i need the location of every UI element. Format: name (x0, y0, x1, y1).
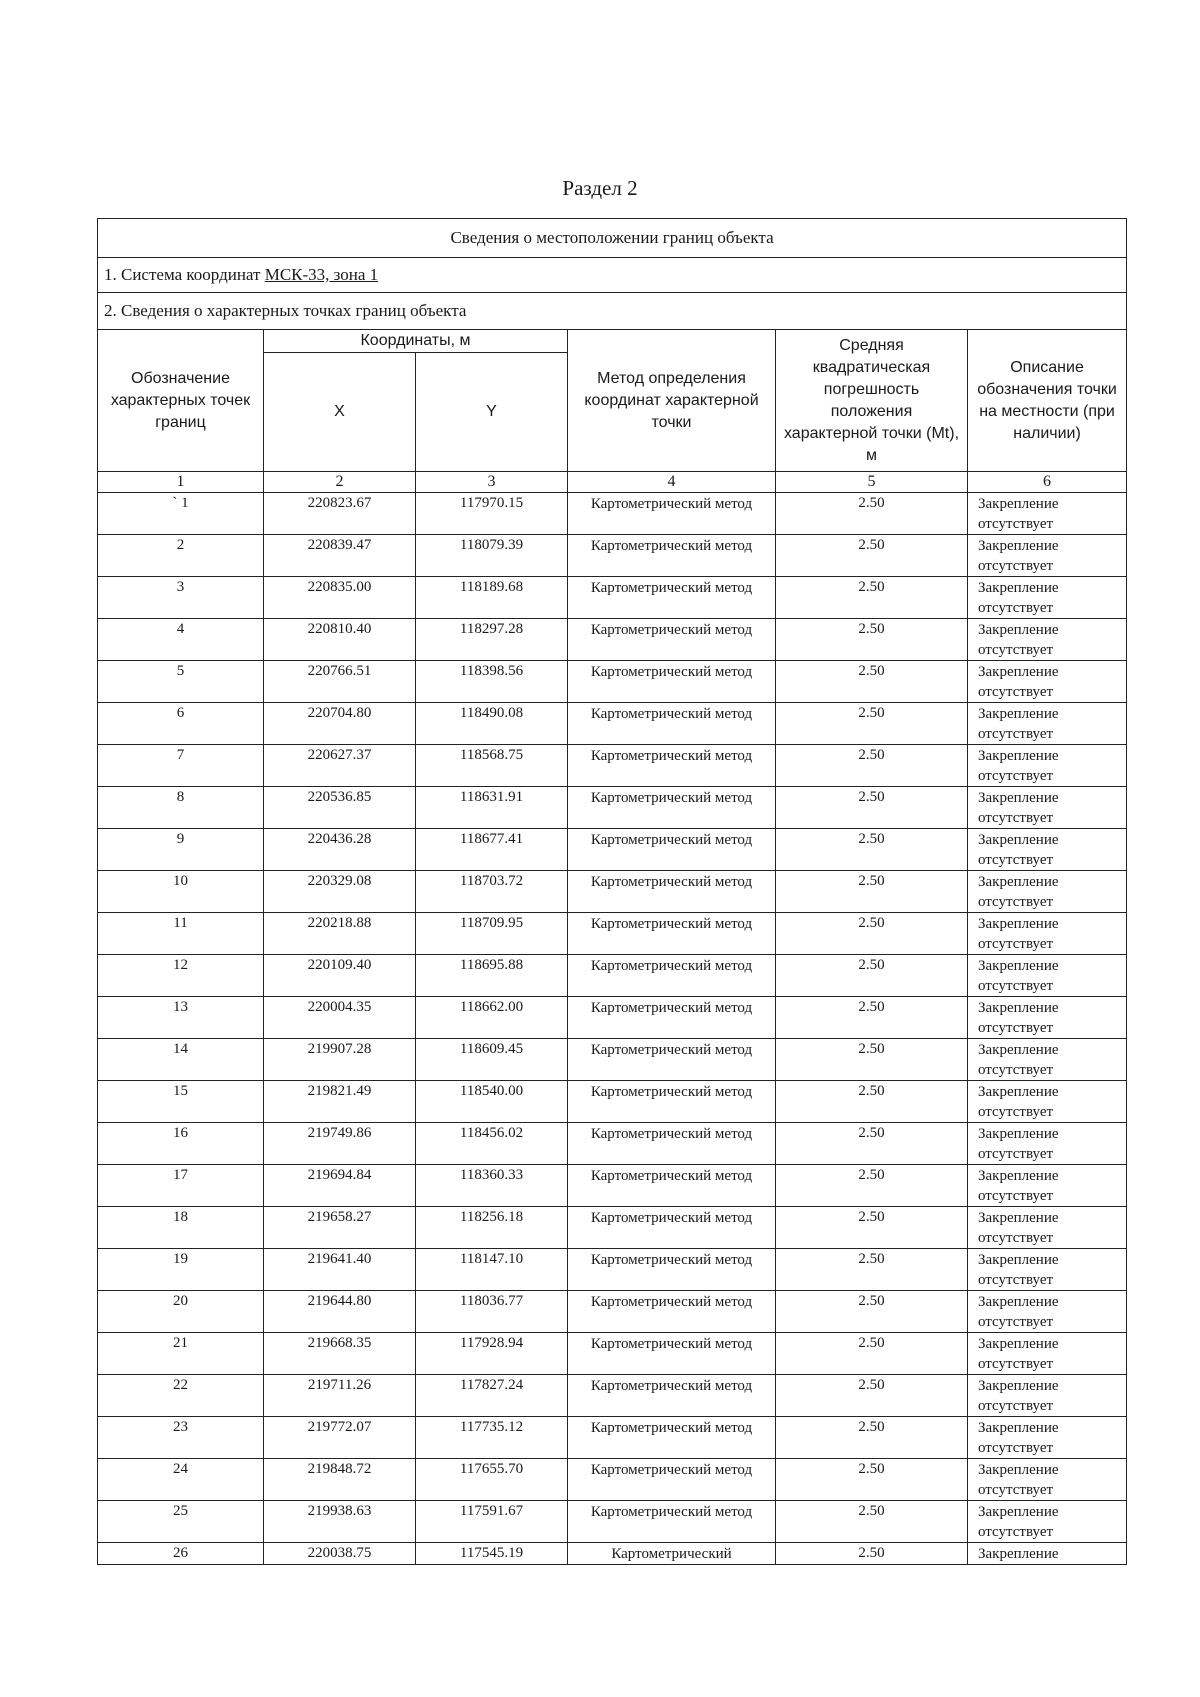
point-x: 219938.63 (264, 1501, 416, 1543)
table-row (98, 787, 1127, 829)
header-description: Описание обозначения точки на местности (при наличии) (968, 330, 1127, 472)
point-number: 4 (98, 619, 264, 661)
table-row (98, 1039, 1127, 1081)
table-row (98, 1291, 1127, 1333)
point-number: 18 (98, 1207, 264, 1249)
point-method: Картометрический метод (568, 787, 776, 829)
point-y: 118189.68 (416, 577, 568, 619)
point-error: 2.50 (776, 1459, 968, 1501)
point-x: 220329.08 (264, 871, 416, 913)
point-x: 220839.47 (264, 535, 416, 577)
point-number: 22 (98, 1375, 264, 1417)
point-number: 12 (98, 955, 264, 997)
point-y: 117591.67 (416, 1501, 568, 1543)
point-description: Закрепление отсутствует (968, 619, 1127, 661)
point-number: 25 (98, 1501, 264, 1543)
point-number: 20 (98, 1291, 264, 1333)
table-row (98, 955, 1127, 997)
table-row (98, 1207, 1127, 1249)
point-error: 2.50 (776, 703, 968, 745)
table-row (98, 493, 1127, 535)
point-number: 2 (98, 535, 264, 577)
point-error: 2.50 (776, 535, 968, 577)
column-number: 2 (264, 472, 416, 493)
point-x: 219711.26 (264, 1375, 416, 1417)
table-row (98, 1501, 1127, 1543)
point-description: Закрепление отсутствует (968, 829, 1127, 871)
column-number: 4 (568, 472, 776, 493)
point-y: 118709.95 (416, 913, 568, 955)
point-error: 2.50 (776, 997, 968, 1039)
point-method: Картометрический метод (568, 745, 776, 787)
point-error: 2.50 (776, 1543, 968, 1565)
column-number: 1 (98, 472, 264, 493)
point-description: Закрепление отсутствует (968, 913, 1127, 955)
point-x: 220627.37 (264, 745, 416, 787)
point-y: 117655.70 (416, 1459, 568, 1501)
header-x: X (264, 353, 416, 472)
point-description: Закрепление отсутствует (968, 1207, 1127, 1249)
point-number: 17 (98, 1165, 264, 1207)
point-description: Закрепление отсутствует (968, 787, 1127, 829)
point-description: Закрепление отсутствует (968, 871, 1127, 913)
column-number: 6 (968, 472, 1127, 493)
table-row (98, 1165, 1127, 1207)
point-x: 220704.80 (264, 703, 416, 745)
point-error: 2.50 (776, 1081, 968, 1123)
point-y: 117735.12 (416, 1417, 568, 1459)
point-number: ` 1 (98, 493, 264, 535)
point-method: Картометрический метод (568, 997, 776, 1039)
point-method: Картометрический метод (568, 1459, 776, 1501)
point-error: 2.50 (776, 1417, 968, 1459)
point-error: 2.50 (776, 1291, 968, 1333)
point-error: 2.50 (776, 1501, 968, 1543)
table-row (98, 997, 1127, 1039)
point-y: 118398.56 (416, 661, 568, 703)
point-y: 118695.88 (416, 955, 568, 997)
point-y: 118568.75 (416, 745, 568, 787)
point-number: 21 (98, 1333, 264, 1375)
point-method: Картометрический метод (568, 1081, 776, 1123)
header-coordinates: Координаты, м (264, 330, 568, 353)
point-y: 118456.02 (416, 1123, 568, 1165)
point-method: Картометрический метод (568, 1039, 776, 1081)
point-number: 24 (98, 1459, 264, 1501)
point-description: Закрепление отсутствует (968, 1417, 1127, 1459)
point-description: Закрепление отсутствует (968, 1165, 1127, 1207)
point-description: Закрепление отсутствует (968, 1459, 1127, 1501)
point-x: 220835.00 (264, 577, 416, 619)
point-y: 117970.15 (416, 493, 568, 535)
table-row (98, 913, 1127, 955)
point-method: Картометрический метод (568, 871, 776, 913)
point-x: 219694.84 (264, 1165, 416, 1207)
header-point-designation: Обозначение характерных точек границ (98, 330, 264, 472)
header-error: Средняя квадратическая погрешность положения характерной точки (Mt), м (776, 330, 968, 472)
point-y: 118609.45 (416, 1039, 568, 1081)
point-method: Картометрический метод (568, 1249, 776, 1291)
point-method: Картометрический метод (568, 493, 776, 535)
point-x: 220004.35 (264, 997, 416, 1039)
point-y: 118256.18 (416, 1207, 568, 1249)
table-row (98, 745, 1127, 787)
point-x: 220766.51 (264, 661, 416, 703)
point-x: 219641.40 (264, 1249, 416, 1291)
point-y: 118036.77 (416, 1291, 568, 1333)
point-method: Картометрический метод (568, 1207, 776, 1249)
point-description: Закрепление отсутствует (968, 997, 1127, 1039)
point-method: Картометрический метод (568, 535, 776, 577)
point-method: Картометрический метод (568, 577, 776, 619)
point-method: Картометрический метод (568, 1333, 776, 1375)
table-row (98, 535, 1127, 577)
point-error: 2.50 (776, 1249, 968, 1291)
point-method: Картометрический метод (568, 1501, 776, 1543)
point-method: Картометрический метод (568, 1123, 776, 1165)
point-error: 2.50 (776, 829, 968, 871)
point-error: 2.50 (776, 1207, 968, 1249)
point-number: 15 (98, 1081, 264, 1123)
point-y: 118540.00 (416, 1081, 568, 1123)
point-method: Картометрический метод (568, 829, 776, 871)
point-y: 117928.94 (416, 1333, 568, 1375)
table-row (98, 1459, 1127, 1501)
point-number: 19 (98, 1249, 264, 1291)
points-info-line: 2. Сведения о характерных точках границ объекта (98, 293, 1127, 330)
table-row (98, 1417, 1127, 1459)
point-y: 117827.24 (416, 1375, 568, 1417)
point-method: Картометрический метод (568, 955, 776, 997)
point-x: 219658.27 (264, 1207, 416, 1249)
point-method: Картометрический метод (568, 1417, 776, 1459)
point-error: 2.50 (776, 577, 968, 619)
point-x: 219821.49 (264, 1081, 416, 1123)
point-number: 13 (98, 997, 264, 1039)
point-description: Закрепление отсутствует (968, 1039, 1127, 1081)
point-error: 2.50 (776, 1333, 968, 1375)
point-y: 118662.00 (416, 997, 568, 1039)
coordinate-system-value: МСК-33, зона 1 (264, 265, 379, 284)
column-number: 3 (416, 472, 568, 493)
point-x: 220436.28 (264, 829, 416, 871)
point-x: 220109.40 (264, 955, 416, 997)
point-method: Картометрический метод (568, 703, 776, 745)
point-y: 118490.08 (416, 703, 568, 745)
table-row (98, 871, 1127, 913)
point-y: 118703.72 (416, 871, 568, 913)
table-row (98, 619, 1127, 661)
point-number: 3 (98, 577, 264, 619)
point-x: 219644.80 (264, 1291, 416, 1333)
point-error: 2.50 (776, 493, 968, 535)
point-x: 219749.86 (264, 1123, 416, 1165)
point-number: 8 (98, 787, 264, 829)
table-row (98, 577, 1127, 619)
point-x: 219772.07 (264, 1417, 416, 1459)
point-number: 6 (98, 703, 264, 745)
point-description: Закрепление отсутствует (968, 703, 1127, 745)
point-error: 2.50 (776, 871, 968, 913)
point-y: 118297.28 (416, 619, 568, 661)
point-y: 117545.19 (416, 1543, 568, 1565)
column-number: 5 (776, 472, 968, 493)
point-description: Закрепление отсутствует (968, 1249, 1127, 1291)
point-error: 2.50 (776, 745, 968, 787)
point-x: 219907.28 (264, 1039, 416, 1081)
point-description: Закрепление отсутствует (968, 535, 1127, 577)
point-x: 219848.72 (264, 1459, 416, 1501)
point-description: Закрепление (968, 1543, 1127, 1565)
header-method: Метод определения координат характерной точки (568, 330, 776, 472)
coordinate-system-label: 1. Система координат (104, 265, 265, 284)
point-description: Закрепление отсутствует (968, 1333, 1127, 1375)
table-body (98, 493, 1127, 1543)
point-error: 2.50 (776, 913, 968, 955)
point-method: Картометрический метод (568, 913, 776, 955)
table-row (98, 1249, 1127, 1291)
point-x: 219668.35 (264, 1333, 416, 1375)
point-description: Закрепление отсутствует (968, 745, 1127, 787)
point-method: Картометрический метод (568, 619, 776, 661)
point-x: 220218.88 (264, 913, 416, 955)
point-y: 118147.10 (416, 1249, 568, 1291)
table-row (98, 1375, 1127, 1417)
table-row (98, 1333, 1127, 1375)
point-description: Закрепление отсутствует (968, 1123, 1127, 1165)
point-x: 220810.40 (264, 619, 416, 661)
point-y: 118360.33 (416, 1165, 568, 1207)
point-error: 2.50 (776, 955, 968, 997)
point-method: Картометрический метод (568, 1291, 776, 1333)
point-error: 2.50 (776, 1123, 968, 1165)
point-error: 2.50 (776, 1165, 968, 1207)
table-row (98, 661, 1127, 703)
boundary-points-table (97, 218, 1127, 1565)
point-number: 7 (98, 745, 264, 787)
point-x: 220823.67 (264, 493, 416, 535)
table-row (98, 703, 1127, 745)
point-number: 16 (98, 1123, 264, 1165)
point-error: 2.50 (776, 1375, 968, 1417)
point-x: 220536.85 (264, 787, 416, 829)
point-number: 11 (98, 913, 264, 955)
point-number: 10 (98, 871, 264, 913)
point-error: 2.50 (776, 787, 968, 829)
point-error: 2.50 (776, 661, 968, 703)
point-number: 9 (98, 829, 264, 871)
point-number: 5 (98, 661, 264, 703)
point-method: Картометрический метод (568, 1375, 776, 1417)
point-number: 14 (98, 1039, 264, 1081)
table-caption: Сведения о местоположении границ объекта (98, 219, 1127, 258)
point-description: Закрепление отсутствует (968, 1081, 1127, 1123)
point-error: 2.50 (776, 1039, 968, 1081)
point-x: 220038.75 (264, 1543, 416, 1565)
point-y: 118079.39 (416, 535, 568, 577)
point-description: Закрепление отсутствует (968, 1501, 1127, 1543)
point-description: Закрепление отсутствует (968, 1291, 1127, 1333)
point-method: Картометрический метод (568, 1165, 776, 1207)
section-title: Раздел 2 (562, 176, 638, 200)
header-y: Y (416, 353, 568, 472)
point-description: Закрепление отсутствует (968, 493, 1127, 535)
point-y: 118677.41 (416, 829, 568, 871)
table-row (98, 829, 1127, 871)
point-description: Закрепление отсутствует (968, 1375, 1127, 1417)
coordinate-system-line (98, 258, 1127, 293)
point-method: Картометрический метод (568, 661, 776, 703)
table-row (98, 1081, 1127, 1123)
point-description: Закрепление отсутствует (968, 577, 1127, 619)
point-error: 2.50 (776, 619, 968, 661)
point-description: Закрепление отсутствует (968, 955, 1127, 997)
table-row (98, 1123, 1127, 1165)
point-number: 23 (98, 1417, 264, 1459)
point-number: 26 (98, 1543, 264, 1565)
point-description: Закрепление отсутствует (968, 661, 1127, 703)
point-y: 118631.91 (416, 787, 568, 829)
point-method: Картометрический (568, 1543, 776, 1565)
table-row-last (98, 1543, 1127, 1565)
